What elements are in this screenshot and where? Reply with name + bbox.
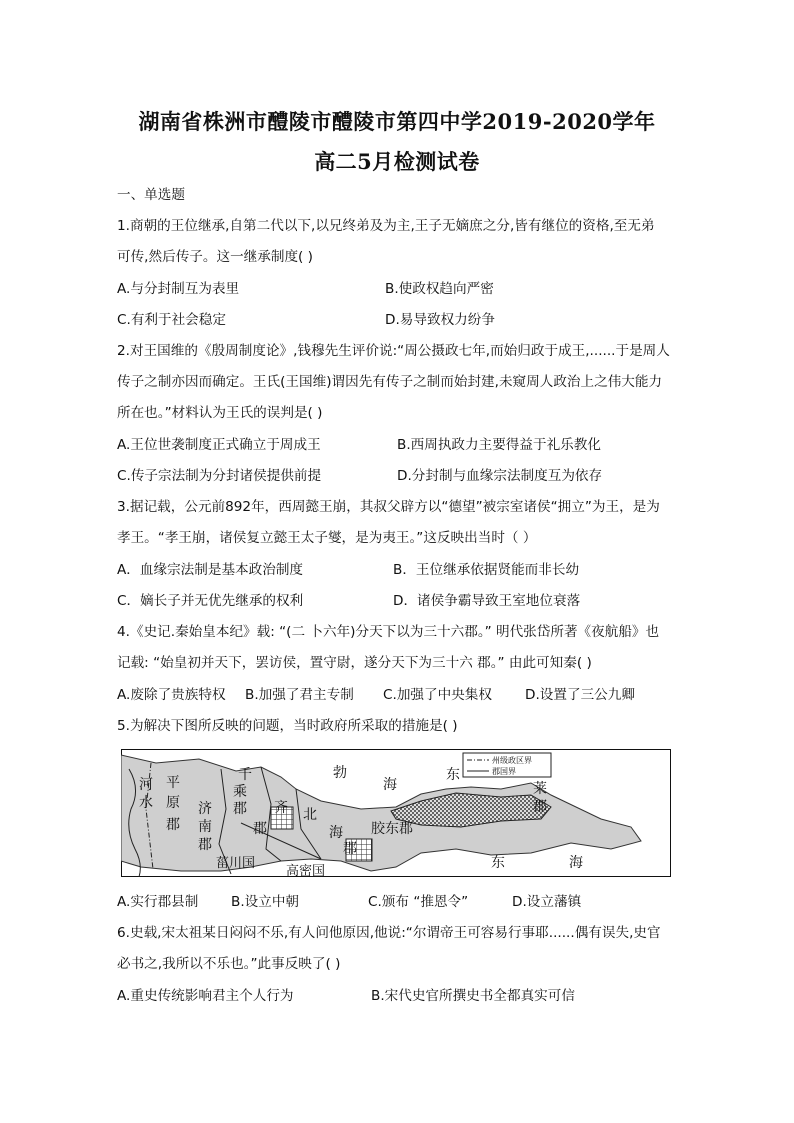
q3-option-d: D．诸侯争霸导致王室地位衰落 (393, 593, 581, 609)
donglai-char-2: 莱 (533, 781, 547, 797)
q5-option-a: A.实行郡县制 (117, 894, 199, 910)
jiaodong-label: 胶东郡 (371, 821, 413, 837)
pingyuan-char-1: 平 (166, 775, 180, 791)
q1-option-b: B.使政权趋向严密 (385, 281, 494, 297)
jinan-char-3: 郡 (198, 837, 212, 853)
pingyuan-char-2: 原 (166, 795, 180, 811)
q1-option-a: A.与分封制互为表里 (117, 281, 240, 297)
qiancheng-char-2: 乘 (233, 784, 247, 800)
q6-option-b: B.宋代史官所撰史书全都真实可信 (371, 988, 575, 1004)
qijun-char-1: 齐 (274, 800, 288, 816)
q6-stem-line2: 必书之,我所以不乐也。”此事反映了( ) (117, 956, 341, 972)
river-label-1: 河 (139, 777, 153, 793)
q1-option-d: D.易导致权力纷争 (385, 312, 495, 328)
section-heading: 一、单选题 (117, 187, 185, 203)
q6-option-a: A.重史传统影响君主个人行为 (117, 988, 294, 1004)
beihai-char-1: 北 (303, 807, 317, 823)
q5-option-b: B.设立中朝 (231, 894, 300, 910)
q2-option-a: A.王位世袭制度正式确立于周成王 (117, 437, 321, 453)
donglai-char-3: 郡 (533, 799, 547, 815)
pingyuan-char-3: 郡 (166, 817, 180, 833)
q3-option-c: C．嫡长子并无优先继承的权利 (117, 593, 304, 609)
beihai-char-2: 海 (329, 825, 343, 841)
legend-label-2: 郡国界 (492, 767, 516, 776)
q4-option-c: C.加强了中央集权 (383, 687, 492, 703)
q4-option-d: D.设置了三公九卿 (525, 687, 635, 703)
qiancheng-char-1: 千 (238, 767, 252, 783)
beihai-char-3: 郡 (343, 841, 357, 857)
q2-option-b: B.西周执政力主要得益于礼乐教化 (397, 437, 601, 453)
exam-title-line2: 高二5月检测试卷 (314, 149, 480, 174)
q3-stem-line1: 3.据记载，公元前892年，西周懿王崩，其叔父辟方以“德望”被宗室诸侯“拥立”为王，是为 (117, 499, 660, 515)
q4-stem-line2: 记载: “始皇初并天下，罢访侯，置守尉，遂分天下为三十六 郡。” 由此可知秦( ) (117, 655, 592, 671)
bohai-char-2: 海 (383, 777, 397, 793)
legend-label-1: 州级政区界 (492, 756, 532, 765)
q3-stem-line2: 孝王。“孝王崩，诸侯复立懿王太子燮，是为夷王。”这反映出当时（ ） (117, 530, 537, 546)
river-label-2: 水 (139, 795, 153, 811)
q5-option-c: C.颁布 “推恩令” (368, 894, 469, 910)
q1-option-c: C.有利于社会稳定 (117, 312, 226, 328)
qijun-char-2: 郡 (253, 821, 267, 837)
jinan-char-1: 济 (198, 801, 212, 817)
qiancheng-char-3: 郡 (233, 801, 247, 817)
han-commanderies-map (121, 749, 671, 877)
q2-option-c: C.传子宗法制为分封诸侯提供前提 (117, 468, 322, 484)
bohai-char-1: 勃 (333, 765, 347, 781)
jinan-char-2: 南 (198, 819, 212, 835)
q6-stem-line1: 6.史载,宋太祖某日闷闷不乐,有人问他原因,他说:“尔谓帝王可容易行事耶......偶有误失,史官 (117, 925, 661, 941)
q2-stem-line1: 2.对王国维的《殷周制度论》,钱穆先生评价说:“周公摄政七年,而始归政于成王,......于是周人 (117, 343, 670, 359)
q5-stem: 5.为解决下图所反映的问题，当时政府所采取的措施是( ) (117, 718, 458, 734)
q4-option-b: B.加强了君主专制 (245, 687, 354, 703)
q3-option-b: B．王位继承依据贤能而非长幼 (393, 562, 580, 578)
q1-stem-line1: 1.商朝的王位继承,自第二代以下,以兄终弟及为主,王子无嫡庶之分,皆有继位的资格,至无弟 (117, 218, 655, 234)
donghai-char-2: 海 (569, 855, 583, 871)
q4-option-a: A.废除了贵族特权 (117, 687, 226, 703)
q3-option-a: A．血缘宗法制是基本政治制度 (117, 562, 304, 578)
zichuan-label: 菑川国 (216, 856, 256, 871)
gaomi-label: 高密国 (286, 864, 326, 877)
q1-stem-line2: 可传,然后传子。这一继承制度( ) (117, 249, 313, 265)
q2-stem-line2: 传子之制亦因而确定。王氏(王国维)谓因先有传子之制而始封建,未窥周人政治上之伟大能力 (117, 374, 663, 390)
q2-stem-line3: 所在也。”材料认为王氏的误判是( ) (117, 405, 323, 421)
donglai-char-1: 东 (446, 767, 460, 783)
q2-option-d: D.分封制与血缘宗法制度互为依存 (397, 468, 603, 484)
exam-title-line1: 湖南省株洲市醴陵市醴陵市第四中学2019-2020学年 (138, 109, 656, 134)
q5-option-d: D.设立藩镇 (512, 894, 582, 910)
q4-stem-line1: 4.《史记.秦始皇本纪》载: “(二 卜六年)分天下以为三十六郡。” 明代张岱所著《夜航船》也 (117, 624, 660, 640)
donghai-char-1: 东 (491, 855, 505, 871)
